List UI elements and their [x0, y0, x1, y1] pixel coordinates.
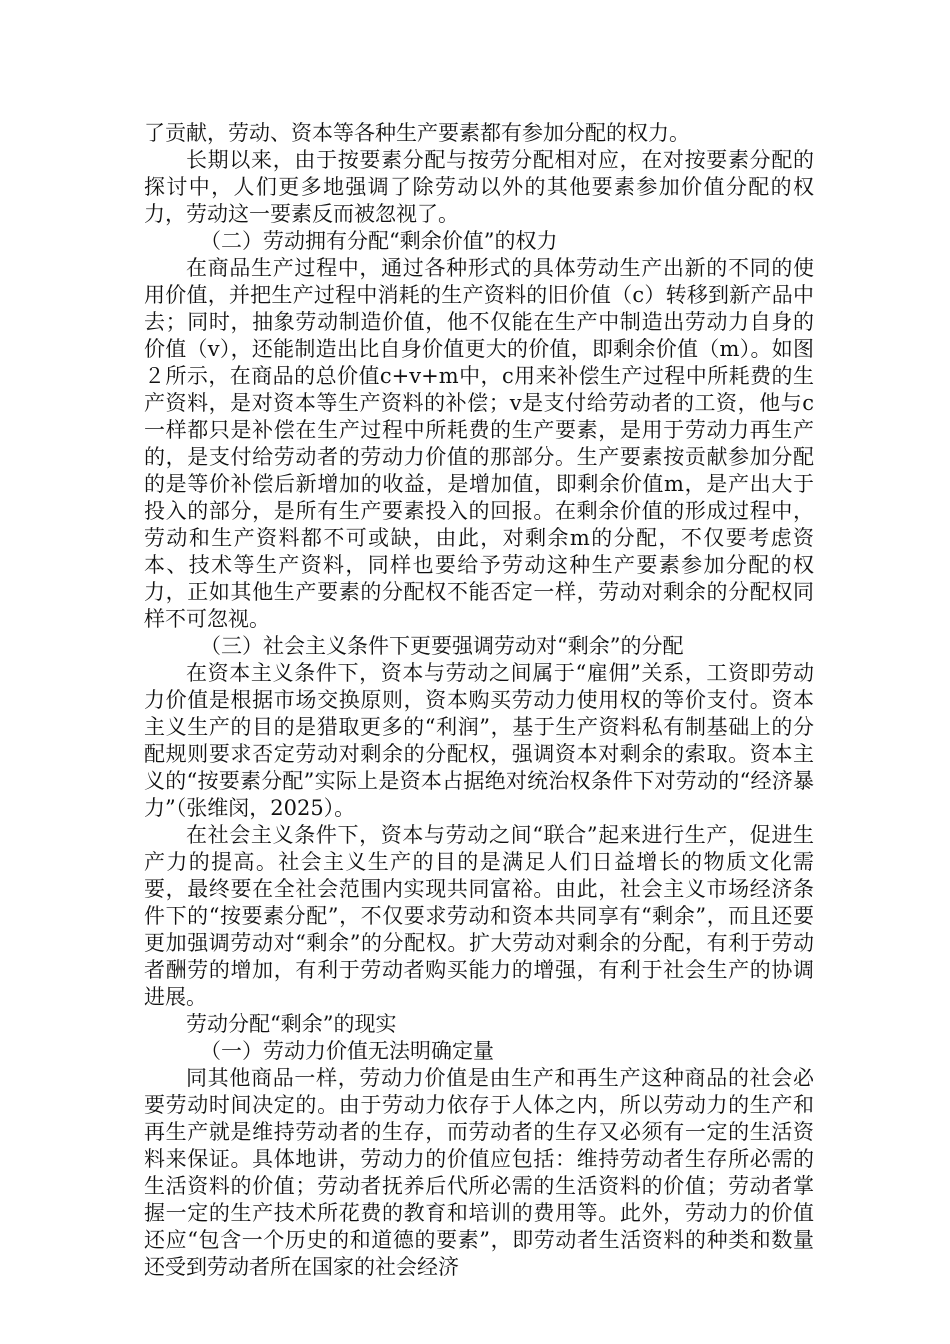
- chapter-heading: 劳动分配“剩余”的现实: [186, 1012, 397, 1036]
- section-heading-1: （一）劳动力价值无法明确定量: [200, 1039, 494, 1063]
- paragraph: 长期以来，由于按要素分配与按劳分配相对应，在对按要素分配的探讨中，人们更多地强调了除劳动以外的其他要素参加价值分配的权力，劳动这一要素反而被忽视了。: [144, 148, 814, 226]
- paragraph-continuation: 了贡献，劳动、资本等各种生产要素都有参加分配的权力。: [144, 121, 690, 145]
- paragraph: 同其他商品一样，劳动力价值是由生产和再生产这种商品的社会必要劳动时间决定的。由于劳动力依存于人体之内，所以劳动力的生产和再生产就是维持劳动者的生存，而劳动者的生存又必须有一定的生活资料来保证。具体地讲，劳动力的价值应包括：维持劳动者生存所必需的生活资料的价值；劳动者抚养后代所必需的生活资料的价值；劳动者掌握一定的生产技术所花费的教育和培训的费用等。此外，劳动力的价值还应“包含一个历史的和道德的要素”，即劳动者生活资料的种类和数量还受到劳动者所在国家的社会经济: [144, 1066, 814, 1279]
- document-body: [144, 120, 814, 1281]
- paragraph: 在商品生产过程中，通过各种形式的具体劳动生产出新的不同的使用价值，并把生产过程中消耗的生产资料的旧价值（c）转移到新产品中去；同时，抽象劳动制造价值，他不仅能在生产中制造出劳动力自身的价值（v），还能制造出比自身价值更大的价值，即剩余价值（m）。如图２所示，在商品的总价值c+v+m中，c用来补偿生产过程中所耗费的生产资料，是对资本等生产资料的补偿；v是支付给劳动者的工资，他与c一样都只是补偿在生产过程中所耗费的生产要素，是用于劳动力再生产的，是支付给劳动者的劳动力价值的那部分。生产要素按贡献参加分配的是等价补偿后新增加的收益，是增加值，即剩余价值m，是产出大于投入的部分，是所有生产要素投入的回报。在剩余价值的形成过程中，劳动和生产资料都不可或缺，由此，对剩余m的分配，不仅要考虑资本、技术等生产资料，同样也要给予劳动这种生产要素参加分配的权力，正如其他生产要素的分配权不能否定一样，劳动对剩余的分配权同样不可忽视。: [144, 256, 814, 631]
- section-heading-2: （二）劳动拥有分配“剩余价值”的权力: [200, 229, 558, 253]
- paragraph: 在社会主义条件下，资本与劳动之间“联合”起来进行生产，促进生产力的提高。社会主义生产的目的是满足人们日益增长的物质文化需要，最终要在全社会范围内实现共同富裕。由此，社会主义市场经济条件下的“按要素分配”，不仅要求劳动和资本共同享有“剩余”，而且还要更加强调劳动对“剩余”的分配权。扩大劳动对剩余的分配，有利于劳动者酬劳的增加，有利于劳动者购买能力的增强，有利于社会生产的协调进展。: [144, 823, 814, 1009]
- paragraph: 在资本主义条件下，资本与劳动之间属于“雇佣”关系，工资即劳动力价值是根据市场交换原则，资本购买劳动力使用权的等价支付。资本主义生产的目的是猎取更多的“利润”，基于生产资料私有制基础上的分配规则要求否定劳动对剩余的分配权，强调资本对剩余的索取。资本主义的“按要素分配”实际上是资本占据绝对统治权条件下对劳动的“经济暴力”（张维闵，2025）。: [144, 661, 814, 820]
- section-heading-3: （三）社会主义条件下更要强调劳动对“剩余”的分配: [200, 634, 684, 658]
